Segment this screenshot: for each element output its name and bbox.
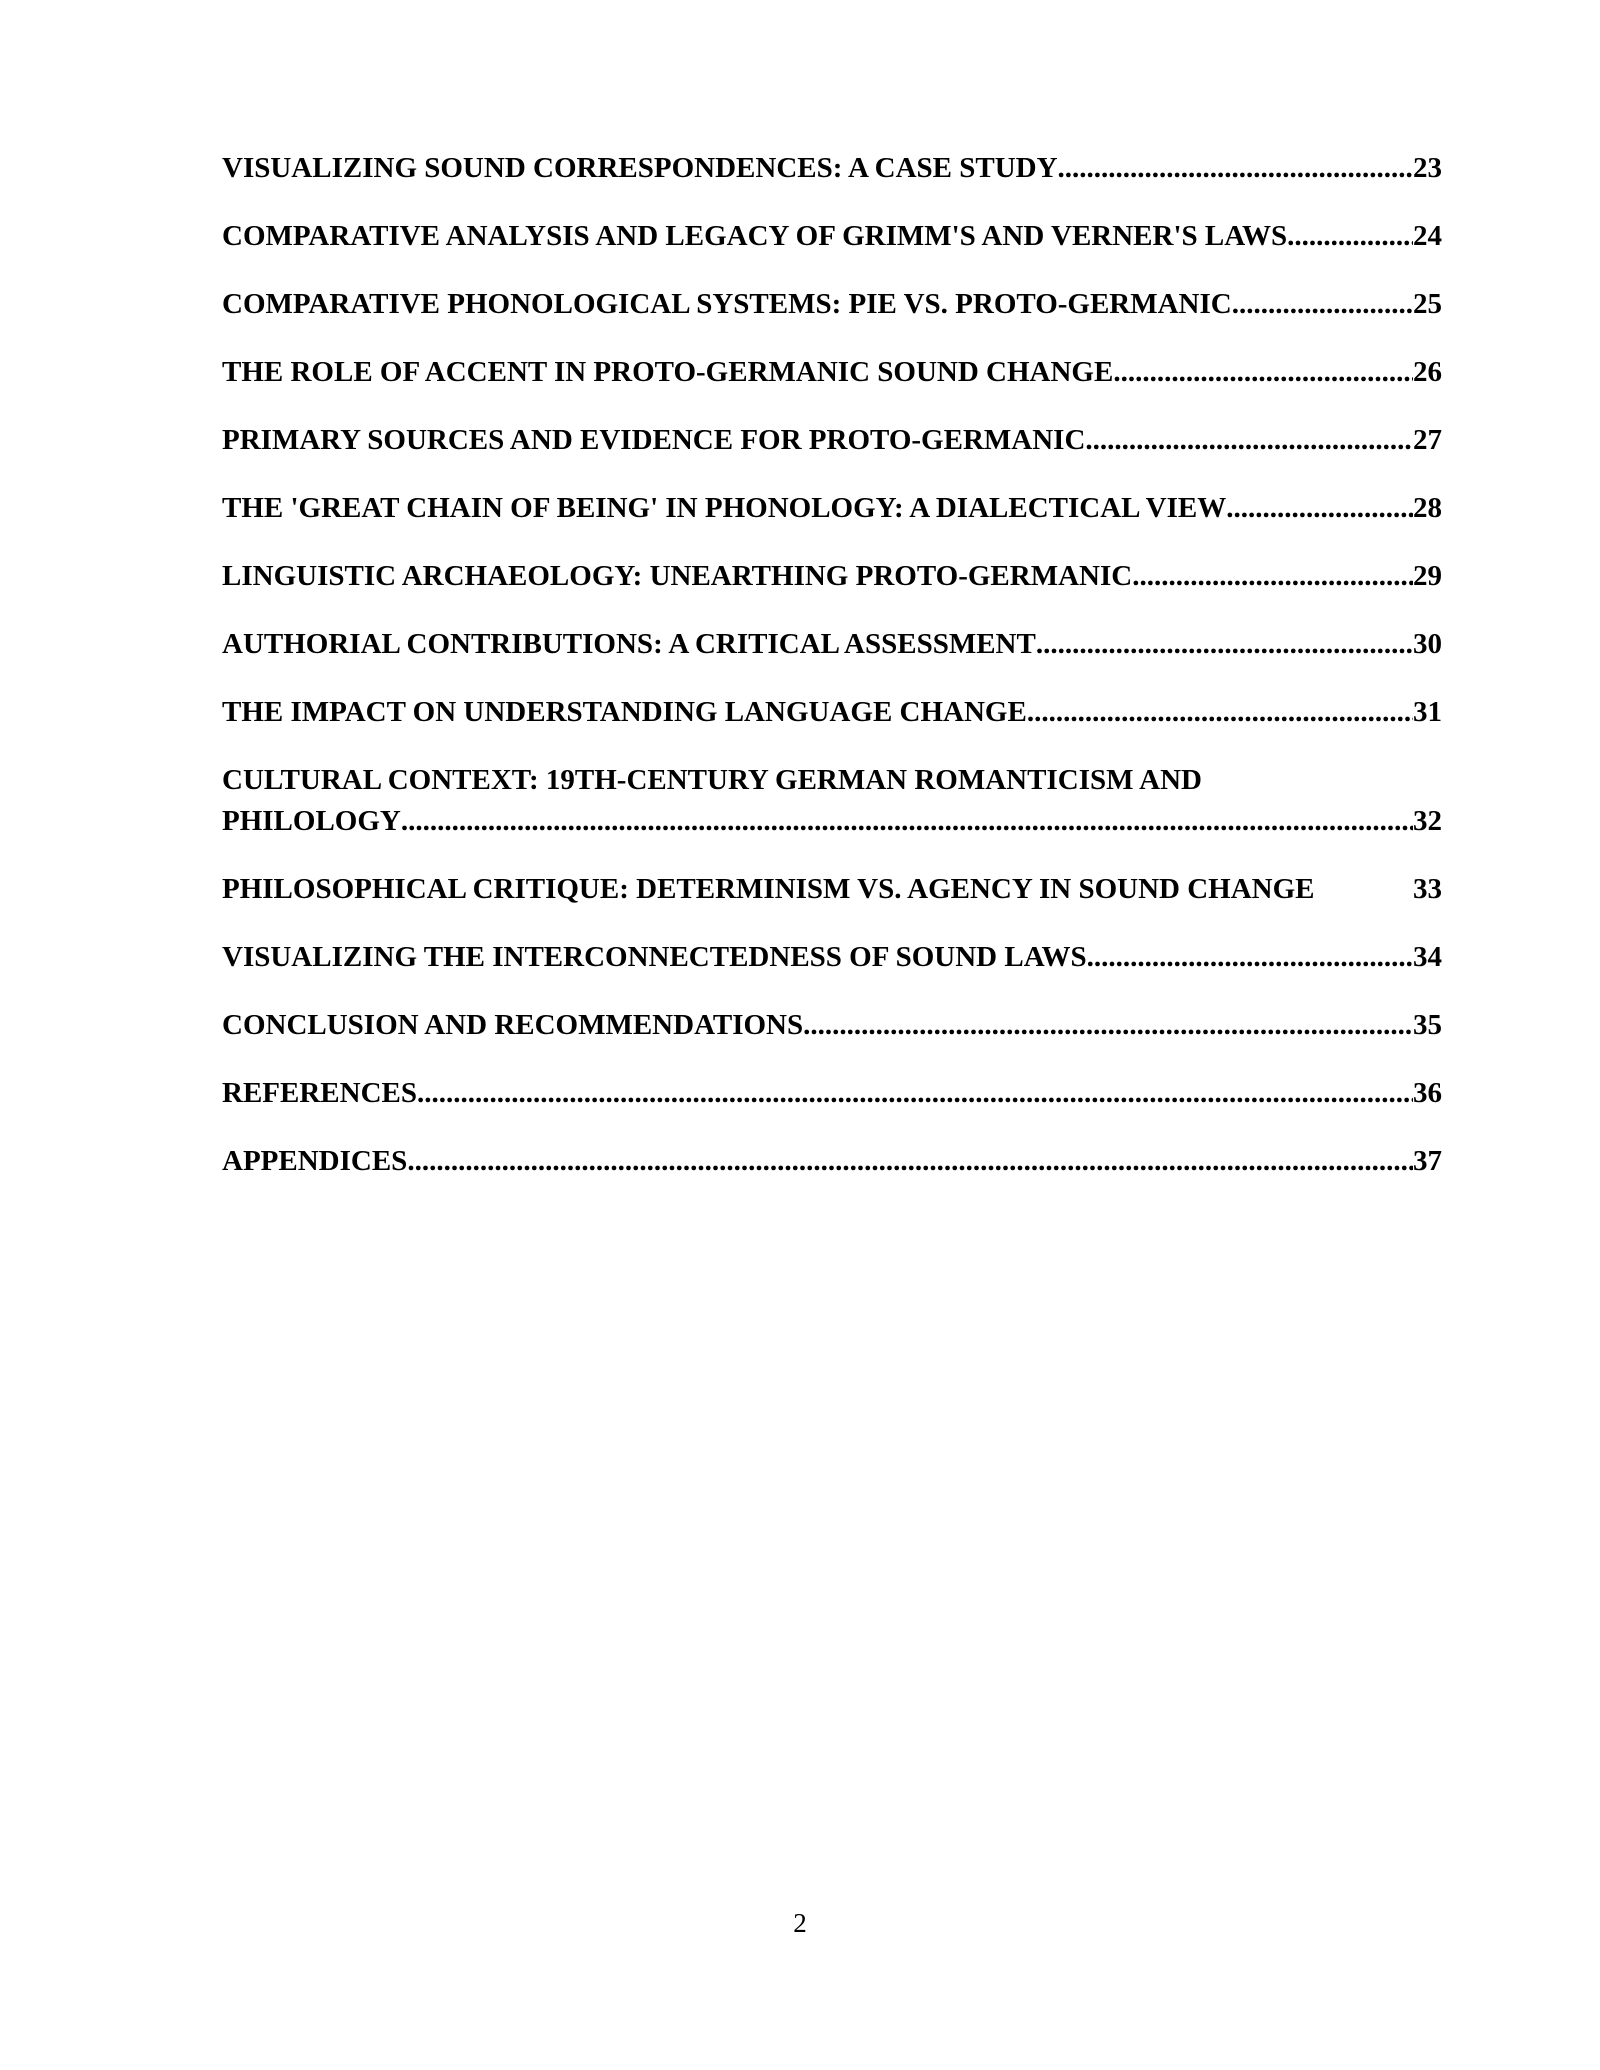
toc-entry[interactable] [222, 352, 1442, 393]
toc-dot-leader [1027, 692, 1413, 733]
toc-entry-title: THE ROLE OF ACCENT IN PROTO-GERMANIC SOUND CHANGE [222, 356, 1114, 388]
toc-dot-leader [1232, 284, 1413, 325]
toc-entry[interactable] [222, 216, 1442, 257]
toc-entry-page: 33 [1413, 873, 1442, 905]
toc-dot-leader [803, 1005, 1413, 1046]
toc-entry[interactable] [222, 624, 1442, 665]
toc-entry-page: 35 [1413, 1009, 1442, 1041]
toc-entry-title: PHILOSOPHICAL CRITIQUE: DETERMINISM VS. AGENCY IN SOUND CHANGE [222, 873, 1315, 905]
toc-entry-title: THE IMPACT ON UNDERSTANDING LANGUAGE CHANGE [222, 696, 1027, 728]
toc-entry[interactable] [222, 1073, 1442, 1114]
toc-entry-page: 23 [1413, 152, 1442, 184]
toc-dot-leader [1085, 420, 1413, 461]
toc-entry-title-line2: PHILOLOGY [222, 805, 401, 837]
toc-dot-leader [1113, 352, 1413, 393]
toc-entry-page: 26 [1413, 356, 1442, 388]
toc-entry-page: 31 [1413, 696, 1442, 728]
toc-entry-title: COMPARATIVE ANALYSIS AND LEGACY OF GRIMM'S AND VERNER'S LAWS. [222, 220, 1295, 252]
table-of-contents [222, 148, 1442, 1209]
toc-entry-page: 37 [1413, 1145, 1442, 1177]
toc-entry-title: AUTHORIAL CONTRIBUTIONS: A CRITICAL ASSESSMENT [222, 628, 1036, 660]
toc-entry[interactable] [222, 1141, 1442, 1182]
toc-entry[interactable] [222, 148, 1442, 189]
toc-entry-page: 25 [1413, 288, 1442, 320]
toc-entry[interactable] [222, 488, 1442, 529]
toc-dot-leader [407, 1141, 1413, 1182]
toc-dot-leader [417, 1073, 1413, 1114]
toc-entry[interactable] [222, 937, 1442, 978]
toc-entry-title: CONCLUSION AND RECOMMENDATIONS [222, 1009, 804, 1041]
toc-entry-page: 24 [1413, 220, 1442, 252]
toc-entry[interactable] [222, 692, 1442, 733]
toc-entry-title: LINGUISTIC ARCHAEOLOGY: UNEARTHING PROTO-GERMANIC [222, 560, 1133, 592]
toc-dot-leader [1226, 488, 1413, 529]
toc-dot-leader [1058, 148, 1413, 189]
toc-entry-title: THE 'GREAT CHAIN OF BEING' IN PHONOLOGY: A DIALECTICAL VIEW [222, 492, 1227, 524]
toc-dot-leader [1087, 937, 1413, 978]
toc-entry-title-line1: CULTURAL CONTEXT: 19TH-CENTURY GERMAN ROMANTICISM AND [222, 764, 1202, 796]
toc-entry[interactable] [222, 1005, 1442, 1046]
toc-dot-leader [1036, 624, 1413, 665]
toc-entry[interactable] [222, 760, 1442, 842]
toc-entry-title: PRIMARY SOURCES AND EVIDENCE FOR PROTO-GERMANIC [222, 424, 1086, 456]
page-number: 2 [793, 1908, 807, 1938]
toc-entry-page: 27 [1413, 424, 1442, 456]
toc-entry-title: APPENDICES [222, 1145, 408, 1177]
toc-entry[interactable] [222, 556, 1442, 597]
toc-entry-page: 32 [1413, 805, 1442, 837]
toc-entry-title: VISUALIZING THE INTERCONNECTEDNESS OF SOUND LAWS [222, 941, 1087, 973]
toc-dot-leader [401, 801, 1413, 842]
toc-entry-page: 29 [1413, 560, 1442, 592]
toc-entry-page: 28 [1413, 492, 1442, 524]
toc-entry[interactable] [222, 420, 1442, 461]
toc-entry-page: 34 [1413, 941, 1442, 973]
toc-entry-title: VISUALIZING SOUND CORRESPONDENCES: A CASE STUDY [222, 152, 1058, 184]
toc-entry-title: COMPARATIVE PHONOLOGICAL SYSTEMS: PIE VS. PROTO-GERMANIC [222, 288, 1232, 320]
toc-entry[interactable] [222, 869, 1442, 910]
toc-entry-title: REFERENCES [222, 1077, 417, 1109]
toc-entry[interactable] [222, 284, 1442, 325]
toc-entry-page: 30 [1413, 628, 1442, 660]
toc-entry-page: 36 [1413, 1077, 1442, 1109]
toc-dot-leader [1294, 216, 1413, 257]
toc-dot-leader [1132, 556, 1413, 597]
